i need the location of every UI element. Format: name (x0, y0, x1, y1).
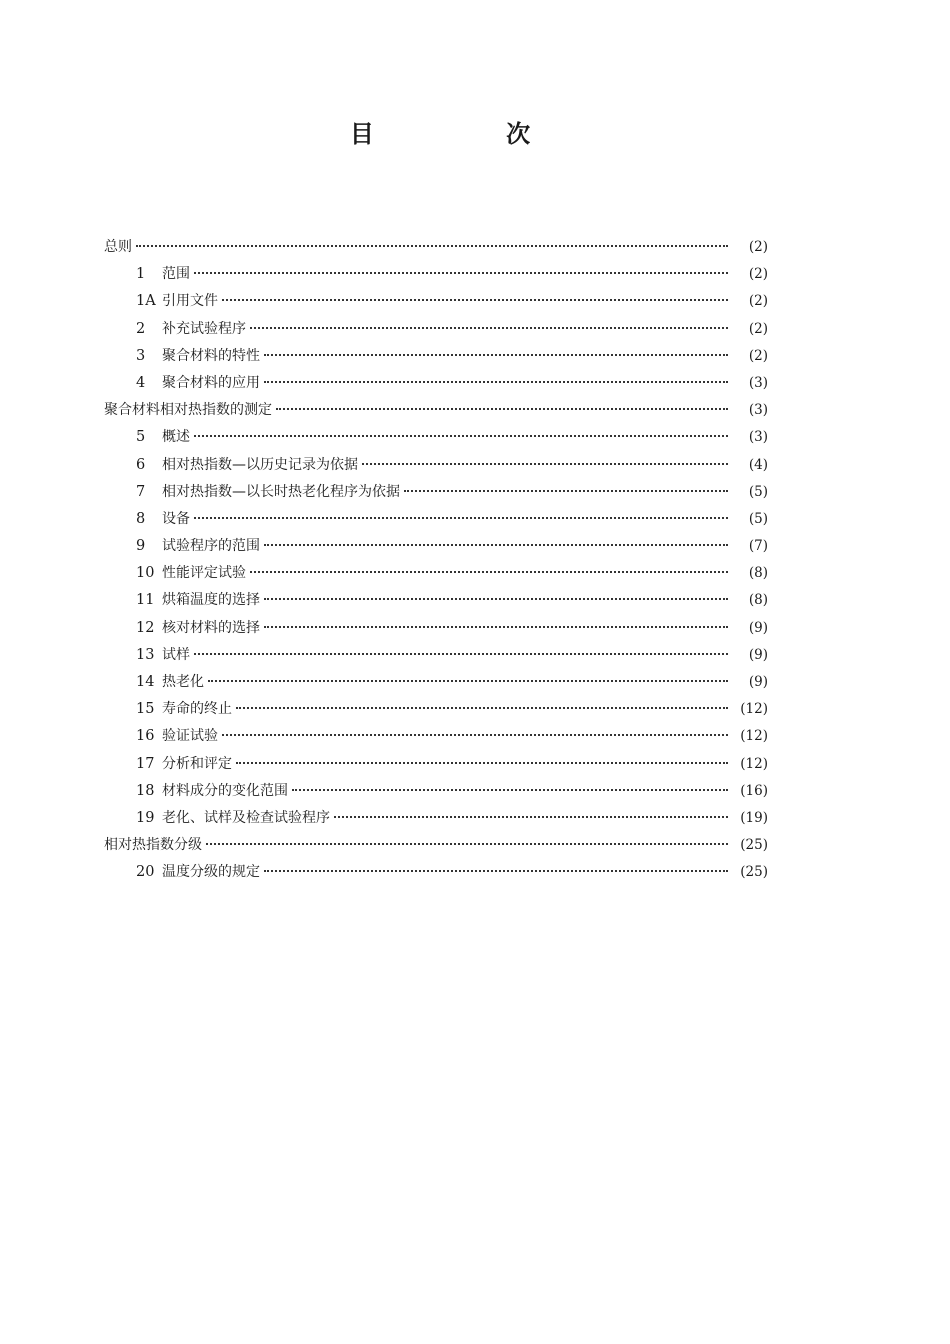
toc-entry-title: 引用文件 (162, 293, 218, 310)
toc-entry-number: 9 (136, 538, 146, 555)
dot-leader (222, 299, 728, 301)
dot-leader (136, 245, 728, 247)
toc-entry (104, 780, 768, 807)
toc-entry-title: 热老化 (162, 674, 204, 690)
toc-entry-title: 分析和评定 (162, 755, 232, 772)
dot-leader (194, 653, 728, 655)
toc-entry-number: 16 (136, 728, 155, 745)
toc-entry-title: 概述 (162, 429, 190, 446)
toc-entry-page-number: (16) (740, 782, 768, 799)
toc-entry-title: 总则 (104, 239, 132, 255)
toc-entry-page-number: (8) (748, 565, 768, 582)
toc-entry-page-number: (25) (740, 837, 768, 854)
toc-entry-page-number: (12) (740, 755, 768, 772)
toc-entry-title: 相对热指数—以长时热老化程序为依据 (162, 483, 400, 500)
toc-entry-page-number: (9) (748, 646, 768, 663)
toc-entry-page-number: (12) (740, 728, 768, 745)
toc-entry-title: 温度分级的规定 (162, 864, 260, 881)
toc-entry (104, 399, 768, 426)
toc-entry (104, 698, 768, 725)
toc-entry-page-number: (2) (748, 239, 768, 255)
toc-entry (104, 589, 768, 616)
toc-entry-page-number: (2) (748, 266, 768, 283)
dot-leader (194, 435, 728, 437)
toc-entry (104, 372, 768, 399)
toc-entry-number: 5 (136, 429, 146, 446)
toc-entry-title: 核对材料的选择 (162, 619, 260, 636)
toc-entry-number: 20 (136, 864, 155, 881)
toc-entry (104, 562, 768, 589)
toc-entry-number: 19 (136, 809, 155, 826)
dot-leader (292, 789, 728, 791)
toc-entry-title: 试样 (162, 646, 190, 663)
toc-entry (104, 861, 768, 888)
toc-entry-page-number: (8) (748, 592, 768, 609)
toc-entry (104, 617, 768, 644)
toc-entry-title: 验证试验 (162, 728, 218, 745)
dot-leader (362, 463, 728, 465)
dot-leader (206, 843, 728, 845)
toc-entry (104, 481, 768, 508)
toc-entry-number: 18 (136, 782, 155, 799)
dot-leader (404, 490, 728, 492)
toc-entry (104, 644, 768, 671)
toc-entry (104, 290, 768, 317)
toc-entry-page-number: (25) (740, 864, 768, 881)
toc-entry-title: 相对热指数—以历史记录为依据 (162, 456, 358, 473)
dot-leader (264, 544, 728, 546)
toc-entry-title: 聚合材料的特性 (162, 347, 260, 364)
toc-entry (104, 753, 768, 780)
toc-entry (104, 345, 768, 372)
dot-leader (264, 626, 728, 628)
toc-entry-page-number: (12) (740, 701, 768, 718)
toc-entry (104, 263, 768, 290)
toc-entry (104, 535, 768, 562)
dot-leader (250, 571, 728, 573)
dot-leader (222, 734, 728, 736)
toc-entry-title: 聚合材料相对热指数的测定 (104, 402, 272, 419)
toc-entry-number: 7 (136, 483, 146, 500)
toc-entry-page-number: (2) (748, 320, 768, 337)
toc-entry-page-number: (7) (748, 538, 768, 555)
dot-leader (194, 517, 728, 519)
toc-entry (104, 671, 768, 698)
toc-entry-page-number: (9) (748, 619, 768, 636)
toc-entry-number: 13 (136, 646, 155, 663)
toc-entry (104, 318, 768, 345)
toc-entry-page-number: (5) (748, 483, 768, 500)
dot-leader (276, 408, 728, 410)
toc-entry-page-number: (19) (740, 809, 768, 826)
toc-entry-title: 烘箱温度的选择 (162, 592, 260, 609)
toc-entry-number: 1A (136, 293, 156, 310)
toc-entry (104, 236, 768, 263)
dot-leader (194, 272, 728, 274)
toc-entry-title: 补充试验程序 (162, 320, 246, 337)
toc-entry-number: 17 (136, 755, 155, 772)
dot-leader (236, 707, 728, 709)
toc-entry-title: 范围 (162, 266, 190, 283)
toc-entry-number: 11 (136, 592, 155, 609)
toc-entry (104, 725, 768, 752)
dot-leader (264, 381, 728, 383)
toc-entry (104, 508, 768, 535)
toc-entry-title: 性能评定试验 (162, 565, 246, 582)
toc-entry-number: 6 (136, 456, 146, 473)
toc-entry-title: 材料成分的变化范围 (162, 782, 288, 799)
toc-entry (104, 454, 768, 481)
toc-entry-title: 试验程序的范围 (162, 538, 260, 555)
toc-entry-number: 15 (136, 701, 155, 718)
toc-entry-page-number: (9) (748, 674, 768, 690)
toc-entry-page-number: (2) (748, 293, 768, 310)
toc-entry-title: 聚合材料的应用 (162, 374, 260, 391)
toc-entry-number: 4 (136, 374, 146, 391)
toc-entry-page-number: (4) (748, 456, 768, 473)
toc-entry-page-number: (5) (748, 510, 768, 527)
toc-entry-number: 3 (136, 347, 146, 364)
toc-entry-number: 10 (136, 565, 155, 582)
toc-entry-page-number: (3) (748, 374, 768, 391)
toc-entry-page-number: (2) (748, 347, 768, 364)
dot-leader (208, 680, 728, 682)
toc-entry-title: 老化、试样及检查试验程序 (162, 809, 330, 826)
toc-entry-title: 寿命的终止 (162, 701, 232, 718)
toc-entry (104, 426, 768, 453)
toc-entry-page-number: (3) (748, 429, 768, 446)
toc-entry-number: 8 (136, 510, 146, 527)
toc-entry-title: 设备 (162, 510, 190, 527)
toc-entry-number: 12 (136, 619, 155, 636)
toc-entry-number: 1 (136, 266, 146, 283)
page-title: 目 次 (349, 120, 593, 148)
toc-entry (104, 834, 768, 861)
toc-entry-page-number: (3) (748, 402, 768, 419)
toc-entry-title: 相对热指数分级 (104, 837, 202, 854)
toc-entry-number: 14 (136, 674, 155, 690)
dot-leader (264, 598, 728, 600)
dot-leader (334, 816, 728, 818)
dot-leader (250, 327, 728, 329)
toc-entry (104, 807, 768, 834)
dot-leader (236, 762, 728, 764)
dot-leader (264, 354, 728, 356)
toc-entry-number: 2 (136, 320, 146, 337)
dot-leader (264, 870, 728, 872)
table-of-contents (104, 236, 768, 889)
